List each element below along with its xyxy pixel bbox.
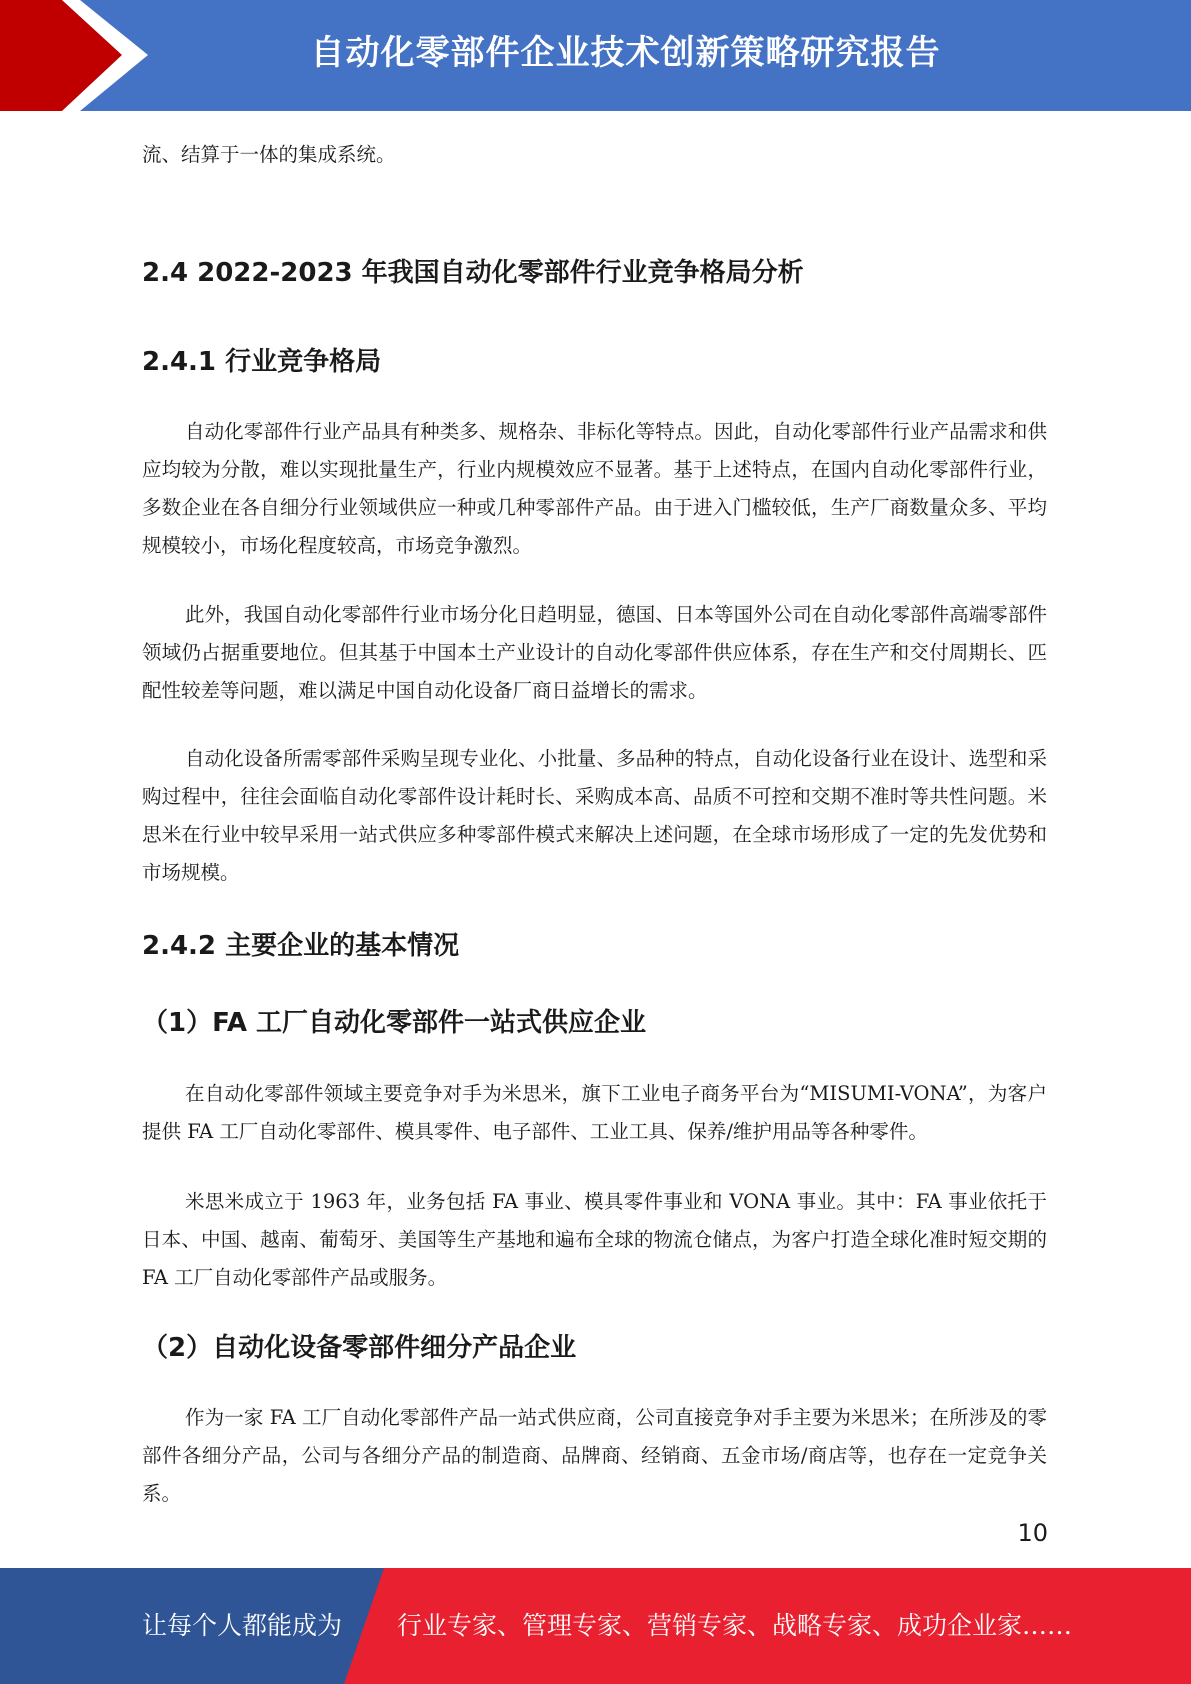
footer-slogan-left: 让每个人都能成为: [142, 1611, 343, 1640]
page-header: [0, 0, 1191, 111]
subsection-2-heading: （2）自动化设备零部件细分产品企业: [142, 1333, 577, 1363]
paragraph-misumi-2: 米思米成立于 1963 年，业务包括 FA 事业、模具零件事业和 VONA 事业。其中：FA 事业依托于日本、中国、越南、葡萄牙、美国等生产基地和遍布全球的物流仓储点，为客户打造全球化准时短交期的 FA 工厂自动化零部件产品或服务。: [142, 1190, 1047, 1289]
section-2-4-1-heading: 2.4.1 行业竞争格局: [142, 347, 382, 377]
paragraph-competition-1: 自动化零部件行业产品具有种类多、规格杂、非标化等特点。因此，自动化零部件行业产品需求和供应均较为分散，难以实现批量生产，行业内规模效应不显著。基于上述特点，在国内自动化零部件行业，多数企业在各自细分行业领域供应一种或几种零部件产品。由于进入门槛较低，生产厂商数量众多、平均规模较小，市场化程度较高，市场竞争激烈。: [142, 420, 1047, 557]
subsection-1-heading: （1）FA 工厂自动化零部件一站式供应企业: [142, 1008, 647, 1038]
paragraph-competition-2: 此外，我国自动化零部件行业市场分化日趋明显，德国、日本等国外公司在自动化零部件高端零部件领域仍占据重要地位。但其基于中国本土产业设计的自动化零部件供应体系，存在生产和交付周期长、匹配性较差等问题，难以满足中国自动化设备厂商日益增长的需求。: [142, 603, 1047, 702]
section-2-4-2-heading: 2.4.2 主要企业的基本情况: [142, 931, 460, 961]
paragraph-segment-1: 作为一家 FA 工厂自动化零部件产品一站式供应商，公司直接竞争对手主要为米思米；在所涉及的零部件各细分产品，公司与各细分产品的制造商、品牌商、经销商、五金市场/商店等，也存在一定竞争关系。: [142, 1406, 1047, 1505]
page-number: 10: [1017, 1519, 1048, 1547]
intro-line: 流、结算于一体的集成系统。: [142, 143, 396, 166]
page-footer: [0, 1568, 1191, 1684]
paragraph-competition-3: 自动化设备所需零部件采购呈现专业化、小批量、多品种的特点，自动化设备行业在设计、选型和采购过程中，往往会面临自动化零部件设计耗时长、采购成本高、品质不可控和交期不准时等共性问题。米思米在行业中较早采用一站式供应多种零部件模式来解决上述问题，在全球市场形成了一定的先发优势和市场规模。: [142, 747, 1047, 884]
paragraph-misumi-1: 在自动化零部件领域主要竞争对手为米思米，旗下工业电子商务平台为“MISUMI-VONA”，为客户提供 FA 工厂自动化零部件、模具零件、电子部件、工业工具、保养/维护用品等各种零件。: [142, 1082, 1047, 1143]
section-2-4-heading: 2.4 2022-2023 年我国自动化零部件行业竞争格局分析: [142, 258, 804, 288]
footer-slogan-right: 行业专家、管理专家、营销专家、战略专家、成功企业家……: [397, 1611, 1073, 1640]
report-title: 自动化零部件企业技术创新策略研究报告: [310, 33, 941, 73]
